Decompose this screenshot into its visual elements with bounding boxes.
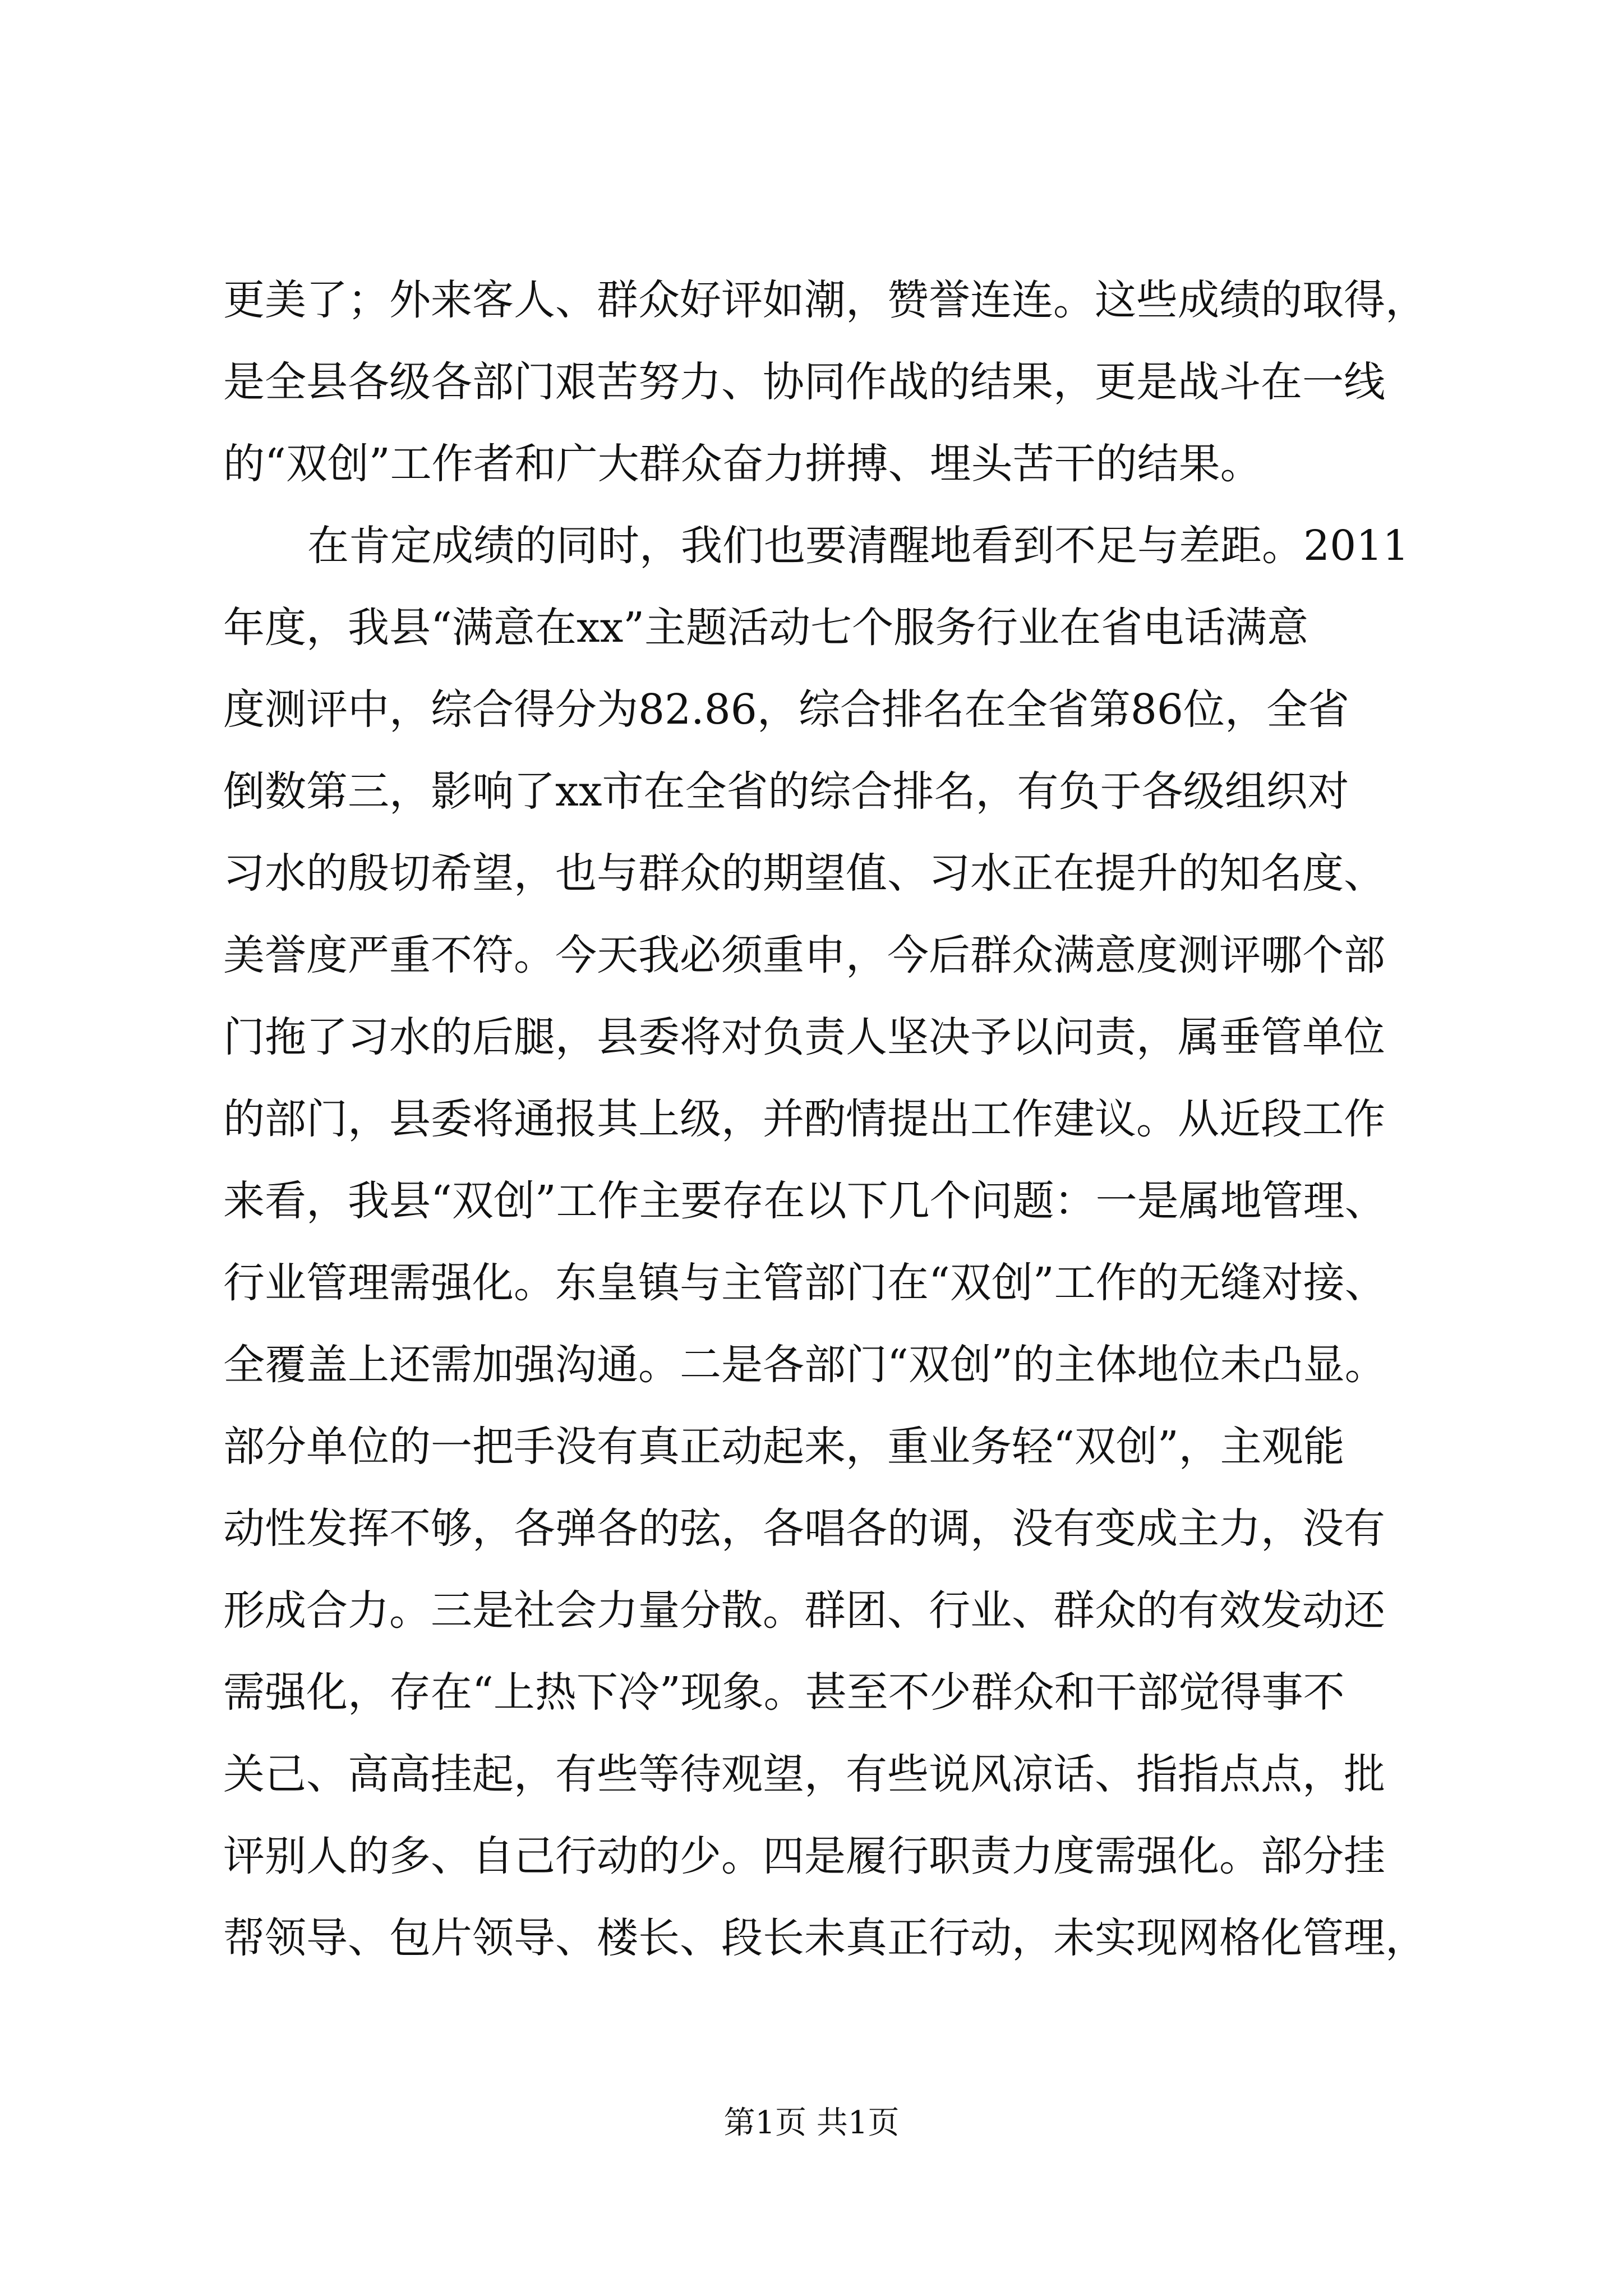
text-line: 部分单位的一把手没有真正动起来，重业务轻“双创”，主观能 bbox=[223, 1423, 1345, 1471]
text-line: 是全县各级各部门艰苦努力、协同作战的结果，更是战斗在一线 bbox=[223, 358, 1385, 406]
text-line: 习水的殷切希望，也与群众的期望值、习水正在提升的知名度、 bbox=[223, 849, 1385, 898]
text-line: 倒数第三，影响了xx市在全省的综合排名，有负于各级组织对 bbox=[223, 767, 1349, 816]
text-line: 评别人的多、自己行动的少。四是履行职责力度需强化。部分挂 bbox=[223, 1832, 1385, 1880]
text-line: 需强化，存在“上热下冷”现象。甚至不少群众和干部觉得事不 bbox=[223, 1668, 1345, 1717]
text-line: 的“双创”工作者和广大群众奋力拼搏、埋头苦干的结果。 bbox=[223, 440, 1262, 488]
text-line: 来看，我县“双创”工作主要存在以下几个问题：一是属地管理、 bbox=[223, 1177, 1386, 1225]
text-line: 关己、高高挂起，有些等待观望，有些说风凉话、指指点点，批 bbox=[223, 1750, 1385, 1798]
page-number-label: 第1页 共1页 bbox=[723, 2105, 900, 2141]
text-line: 的部门，县委将通报其上级，并酌情提出工作建议。从近段工作 bbox=[223, 1095, 1385, 1143]
paragraph-first-line: 在肯定成绩的同时，我们也要清醒地看到不足与差距。2011 bbox=[307, 522, 1409, 570]
text-line: 更美了；外来客人、群众好评如潮，赞誉连连。这些成绩的取得， bbox=[223, 276, 1427, 324]
text-line: 动性发挥不够，各弹各的弦，各唱各的调，没有变成主力，没有 bbox=[223, 1504, 1385, 1553]
text-line: 门拖了习水的后腿，县委将对负责人坚决予以问责，属垂管单位 bbox=[223, 1013, 1385, 1061]
text-line: 年度，我县“满意在xx”主题活动七个服务行业在省电话满意 bbox=[223, 604, 1309, 652]
text-line: 帮领导、包片领导、楼长、段长未真正行动，未实现网格化管理， bbox=[223, 1914, 1427, 1962]
text-line: 美誉度严重不符。今天我必须重申，今后群众满意度测评哪个部 bbox=[223, 931, 1385, 979]
text-line: 全覆盖上还需加强沟通。二是各部门“双创”的主体地位未凸显。 bbox=[223, 1341, 1386, 1389]
page-footer bbox=[0, 2101, 1623, 2146]
body-text bbox=[223, 259, 1446, 1979]
text-line: 度测评中，综合得分为82.86，综合排名在全省第86位，全省 bbox=[223, 685, 1350, 734]
text-line: 行业管理需强化。东皇镇与主管部门在“双创”工作的无缝对接、 bbox=[223, 1259, 1386, 1307]
text-line: 形成合力。三是社会力量分散。群团、行业、群众的有效发动还 bbox=[223, 1586, 1385, 1635]
